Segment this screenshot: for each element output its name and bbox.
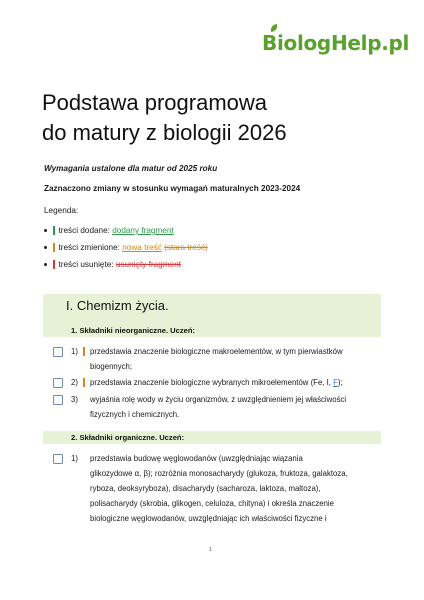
item-text-line: wyjaśnia rolę wody w życiu organizmów, z uwzględnieniem jej właściwości: [90, 395, 347, 404]
logo-text: BiologHelp.pl: [262, 31, 410, 55]
legend-sample-old: (stara treść): [164, 243, 208, 252]
bullet-icon: [44, 263, 47, 266]
item-text-line: glikozydowe α, β); rozróżnia monosacharydy (glukoza, fruktoza, galaktoza,: [90, 469, 348, 478]
removed-marker: [53, 260, 55, 269]
item-text-line: [90, 375, 380, 390]
item-number: 3): [71, 395, 78, 404]
legend-label-changed: treści zmienione:: [58, 243, 120, 252]
checkbox[interactable]: [53, 347, 63, 357]
item-text-segment: przedstawia znaczenie biologiczne wybranych mikroelementów (Fe, I,: [90, 378, 334, 387]
title-line-2: do matury z biologii 2026: [42, 120, 287, 145]
title-line-1: Podstawa programowa: [42, 90, 268, 115]
changed-marker: [83, 378, 85, 387]
item-text: [90, 451, 380, 526]
legend-sample-removed: usunięty fragment: [115, 260, 181, 269]
legend-list: [44, 222, 384, 273]
item-text: [90, 392, 380, 422]
item-text-line: polisacharydy (skrobia, glikogen, celuloza, chityna) i określa znaczenie: [90, 499, 334, 508]
checkbox[interactable]: [53, 395, 63, 405]
item-text: [90, 375, 380, 390]
legend-label-removed: treści usunięte:: [58, 260, 114, 269]
section-title: I. Chemizm życia.: [66, 298, 169, 313]
legend-item-added: [44, 222, 384, 239]
item-text-line: przedstawia budowę węglowodanów (uwzględniając wiązania: [90, 454, 303, 463]
item-text-line: biogennych;: [90, 362, 133, 371]
bullet-icon: [44, 229, 47, 232]
changes-note: Zaznaczono zmiany w stosunku wymagań maturalnych 2023-2024: [44, 184, 301, 193]
legend-item-changed: [44, 239, 384, 256]
brand-logo: [262, 31, 409, 55]
item-text-line: biologiczne węglowodanów, uwzględniając ich właściwości fizyczne i: [90, 514, 327, 523]
added-marker: [53, 226, 55, 235]
legend-title: Legenda:: [44, 206, 79, 215]
legend-item-removed: [44, 256, 384, 273]
subsection-title: 1. Składniki nieorganiczne. Uczeń:: [71, 326, 196, 335]
item-text-line: ryboza, deoksyryboza), disacharydy (sacharoza, laktoza, maltoza),: [90, 484, 321, 493]
item-text: [90, 344, 380, 374]
page-title: [42, 88, 287, 148]
item-text-line: fizycznych i chemicznych.: [90, 410, 180, 419]
item-number: 1): [71, 454, 78, 463]
changed-marker: [83, 347, 85, 356]
bullet-icon: [44, 246, 47, 249]
page-number: 1: [209, 547, 212, 553]
subtitle: Wymagania ustalone dla matur od 2025 roku: [44, 164, 218, 173]
checkbox[interactable]: [53, 454, 63, 464]
item-number: 1): [71, 347, 78, 356]
item-text-line: przedstawia znaczenie biologiczne makroelementów, w tym pierwiastków: [90, 347, 343, 356]
legend-sample-added: dodany fragment: [112, 226, 174, 235]
checkbox[interactable]: [53, 378, 63, 388]
subsection-title: 2. Składniki organiczne. Uczeń:: [71, 433, 185, 442]
item-number: 2): [71, 378, 78, 387]
legend-label-added: treści dodane:: [58, 226, 110, 235]
added-fragment: F: [333, 378, 338, 387]
item-text-segment: );: [337, 378, 343, 387]
changed-marker: [53, 243, 55, 252]
legend-sample-changed: nowa treść: [122, 243, 162, 252]
